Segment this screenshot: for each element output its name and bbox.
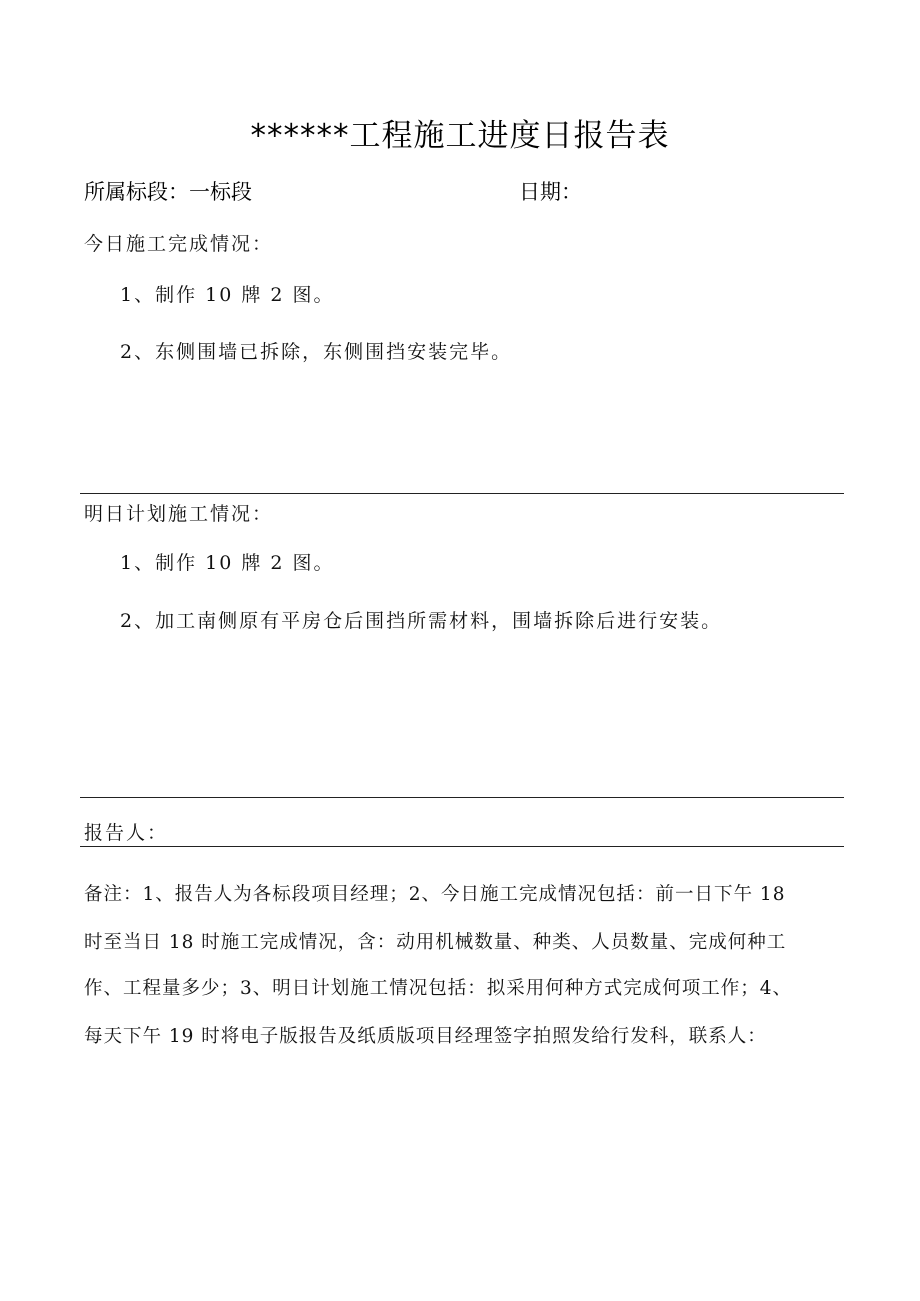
divider-today [80, 493, 844, 494]
note-line-2: 时至当日 18 时施工完成情况，含：动用机械数量、种类、人员数量、完成何种工 [84, 932, 787, 953]
note-line-4: 每天下午 19 时将电子版报告及纸质版项目经理签字拍照发给行发科，联系人： [84, 1026, 767, 1047]
note-line-3: 作、工程量多少；3、明日计划施工情况包括：拟采用何种方式完成何项工作；4、 [84, 978, 793, 999]
date-label: 日期： [519, 180, 582, 204]
tomorrow-item-1: 1、制作 10 牌 2 图。 [120, 552, 335, 574]
note-line-1: 备注：1、报告人为各标段项目经理；2、今日施工完成情况包括：前一日下午 18 [84, 884, 786, 905]
today-item-1: 1、制作 10 牌 2 图。 [120, 284, 335, 306]
tomorrow-heading: 明日计划施工情况： [84, 503, 274, 525]
document-title: ******工程施工进度日报告表 [250, 118, 670, 154]
tomorrow-item-2: 2、加工南侧原有平房仓后围挡所需材料，围墙拆除后进行安装。 [120, 610, 723, 632]
divider-reporter [80, 846, 844, 847]
section-label: 所属标段：一标段 [84, 180, 252, 204]
today-heading: 今日施工完成情况： [84, 233, 274, 255]
divider-tomorrow [80, 797, 844, 798]
reporter-label: 报告人： [84, 822, 169, 844]
today-item-2: 2、东侧围墙已拆除，东侧围挡安装完毕。 [120, 341, 513, 363]
